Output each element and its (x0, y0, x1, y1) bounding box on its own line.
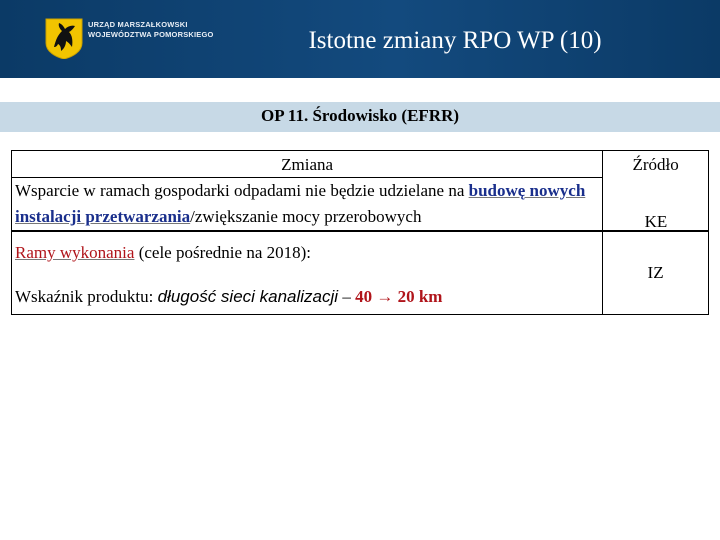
row1-source: KE (644, 212, 668, 231)
row1-text-c: /zwiększanie mocy przerobowych (190, 207, 422, 226)
row1-highlight: budowę nowych instalacji przetwarzania (15, 181, 586, 226)
row2-indicator (15, 284, 599, 310)
header-zmiana: Zmiana (12, 151, 603, 178)
griffin-emblem-icon (44, 17, 84, 59)
header-bar (0, 0, 720, 78)
header-zrodlo-label: Źródło (632, 155, 679, 174)
row2-line1 (15, 240, 599, 266)
slide-title: Istotne zmiany RPO WP (10) (308, 27, 602, 54)
indicator-dash: – (338, 287, 356, 306)
changes-table (11, 150, 709, 315)
org-line-1: URZĄD MARSZAŁKOWSKI (88, 20, 188, 29)
row2-source: IZ (603, 232, 709, 315)
row2-highlight: Ramy wykonania (15, 243, 135, 262)
row1-change (12, 178, 603, 231)
subtitle: OP 11. Środowisko (EFRR) (260, 106, 460, 125)
indicator-name: długość sieci kanalizacji (157, 287, 339, 306)
row1-text-a: Wsparcie w ramach gospodarki odpadami nie będzie udzielane na (15, 181, 465, 200)
row2-text: (cele pośrednie na 2018): (134, 243, 311, 262)
table-header-row (12, 151, 709, 178)
indicator-change: 40 → 20 km (355, 287, 443, 306)
org-line-2: WOJEWÓDZTWA POMORSKIEGO (88, 30, 214, 39)
indicator-prefix: Wskaźnik produktu: (15, 287, 158, 306)
table-row (12, 232, 709, 315)
row2-change (12, 232, 603, 315)
organization-name (88, 20, 214, 40)
